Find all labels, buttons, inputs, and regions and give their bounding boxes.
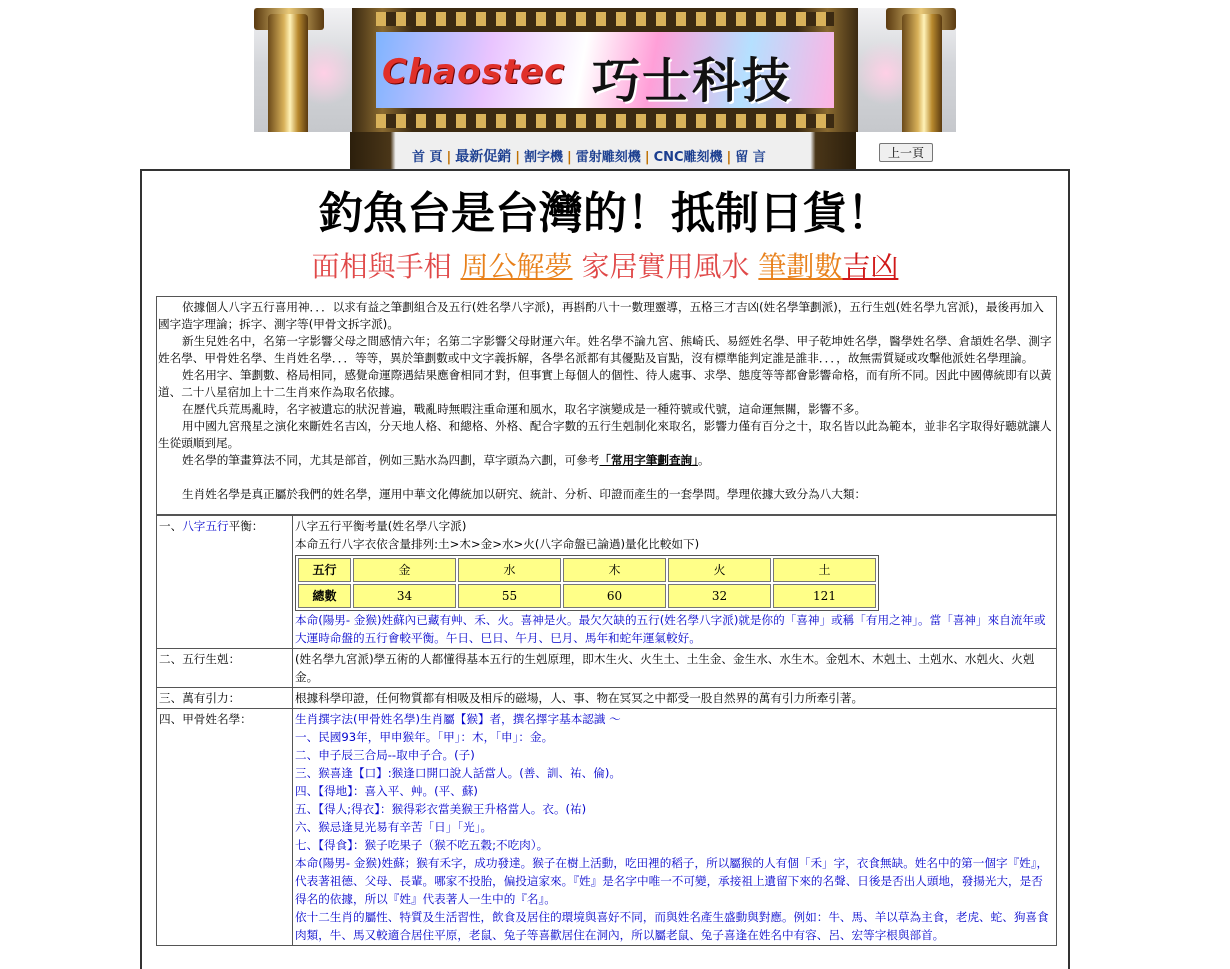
section-content bbox=[293, 709, 1057, 946]
nav-home[interactable]: 首 頁 bbox=[412, 150, 443, 165]
classification-table bbox=[156, 515, 1057, 946]
nav-laser-engraver[interactable]: 雷射雕刻機 bbox=[575, 150, 641, 165]
nav-bar bbox=[350, 132, 856, 170]
link-feng-shui[interactable]: 家居實用風水 bbox=[581, 250, 750, 283]
link-stroke-count[interactable]: 筆劃數 bbox=[758, 250, 843, 283]
section-content: 根據科學印證，任何物質都有相吸及相斥的磁場，人、事、物在冥冥之中都受一股自然界的萬有引力所牽引著。 bbox=[293, 688, 1057, 709]
link-face-palm-reading[interactable]: 面相與手相 bbox=[311, 250, 452, 283]
wuxing-header-fire: 火 bbox=[668, 558, 771, 582]
nav-vinyl-cutter[interactable]: 割字機 bbox=[524, 150, 564, 165]
bazi-wuxing-link[interactable]: 八字五行 bbox=[182, 519, 229, 533]
list-item: 生肖撰字法(甲骨姓名學)生肖屬【猴】者，撰名擇字基本認識 ～ bbox=[295, 712, 621, 726]
section-label: 一、八字五行平衡： bbox=[157, 516, 293, 649]
link-dream-interpretation[interactable]: 周公解夢 bbox=[460, 250, 573, 283]
wuxing-value-earth: 121 bbox=[773, 584, 876, 608]
intro-paragraph: 姓名學的筆畫算法不同，尤其是部首，例如三點水為四劃，草字頭為六劃，可參考「常用字筆劃查詢」。 bbox=[182, 453, 710, 467]
table-row bbox=[157, 516, 1057, 649]
right-ornament-image bbox=[858, 8, 956, 132]
intro-text-box bbox=[156, 296, 1057, 515]
wuxing-total-label: 總數 bbox=[298, 584, 351, 608]
logo-chinese-text: 巧士科技 bbox=[592, 53, 793, 109]
list-item: 五、【得人;得衣】：猴得彩衣當美猴王升格當人。衣。(祐) bbox=[295, 802, 587, 816]
logo-panel bbox=[376, 32, 834, 108]
section-label: 三、萬有引力： bbox=[157, 688, 293, 709]
intro-paragraph: 依據個人八字五行喜用神．．．以求有益之筆劃組合及五行(姓名學八字派)，再斟酌八十一數理靈導，五格三才吉凶(姓名學筆劃派)，五行生剋(姓名學九宮派)，最後再加入國字造字理論；拆字、測字等(甲骨文拆字派)。 bbox=[158, 300, 1044, 331]
nav-guestbook[interactable]: 留 言 bbox=[735, 150, 766, 165]
section-label: 二、五行生剋： bbox=[157, 649, 293, 688]
section-content bbox=[293, 516, 1057, 649]
section-note: 本命五行八字衣依含量排列:土>木>金>水>火(八字命盤已論過)量化比較如下) bbox=[295, 537, 700, 551]
list-item: 一、民國93年，甲申猴年。「甲」：木，「申」：金。 bbox=[295, 730, 554, 744]
site-header bbox=[254, 8, 956, 170]
wuxing-value-wood: 60 bbox=[563, 584, 666, 608]
wuxing-count-table bbox=[295, 555, 879, 611]
main-content-box bbox=[140, 169, 1070, 969]
wuxing-header: 五行 bbox=[298, 558, 351, 582]
wuxing-value-metal: 34 bbox=[353, 584, 456, 608]
left-ornament-image bbox=[254, 8, 352, 132]
list-item: 六、猴忌逢見光易有辛苦「日」「光」。 bbox=[295, 820, 493, 834]
back-button[interactable]: 上一頁 bbox=[879, 143, 933, 162]
wuxing-header-water: 水 bbox=[458, 558, 561, 582]
wuxing-value-water: 55 bbox=[458, 584, 561, 608]
wuxing-header-metal: 金 bbox=[353, 558, 456, 582]
wuxing-value-fire: 32 bbox=[668, 584, 771, 608]
list-item: 七、【得食】：猴子吃果子（猴不吃五穀;不吃肉）。 bbox=[295, 838, 549, 852]
list-item: 三、猴喜逢【口】:猴逢口開口說人話當人。(善、訓、祐、倫)。 bbox=[295, 766, 621, 780]
table-row bbox=[157, 688, 1057, 709]
table-row bbox=[157, 649, 1057, 688]
nav-cnc-engraver[interactable]: CNC雕刻機 bbox=[653, 150, 723, 165]
list-item: 本命(陽男- 金猴)姓蘇；猴有禾字，成功發達。猴子在樹上活動，吃田裡的稻子，所以屬猴的人有個「禾」字，衣食無缺。姓名中的第一個字『姓』，代表著祖德、父母、長輩。哪家不投胎，偏投這家來。『姓』是名字中唯一不可變，承接祖上遺留下來的名聲、日後是否出人頭地，發揚光大，是否得名的依據，所以『姓』代表著人一生中的『名』。 bbox=[295, 856, 1049, 906]
wuxing-header-earth: 土 bbox=[773, 558, 876, 582]
section-title: 八字五行平衡考量(姓名學八字派) bbox=[295, 519, 467, 533]
stroke-lookup-link[interactable]: 「常用字筆劃查詢」 bbox=[599, 453, 698, 467]
intro-paragraph: 新生兒姓名中，名第一字影響父母之間感情六年；名第二字影響父母財運六年。姓名學不論九宮、熊崎氏、易經姓名學、甲子乾坤姓名學，醫學姓名學、倉頡姓名學、測字姓名學、甲骨姓名學、生肖姓名學．．．等等，異於筆劃數或中文字義拆解，各學名派都有其優點及盲點，沒有標準能判定誰是誰非．．．，故無需質疑或攻擊他派姓名學理論。 bbox=[158, 334, 1052, 365]
headline: 釣魚台是台灣的！抵制日貨！ bbox=[319, 188, 891, 239]
intro-paragraph: 姓名用字、筆劃數、格局相同，感覺命運際遇結果應會相同才對，但事實上每個人的個性、待人處事、求學、態度等等都會影響命格，而有所不同。因此中國傳統即有以黃道、二十八星宿加上十二生肖來作為取名依據。 bbox=[158, 368, 1052, 399]
list-item: 四、【得地】：喜入平、艸。(平、蘇) bbox=[295, 784, 478, 798]
section-content: (姓名學九宮派)學五術的人都懂得基本五行的生剋原理，即木生火、火生土、土生金、金生水、水生木。金剋木、木剋土、土剋水、水剋火、火剋金。 bbox=[293, 649, 1057, 688]
intro-paragraph: 生肖姓名學是真正屬於我們的姓名學，運用中華文化傳統加以研究、統計、分析、印證而產生的一套學問。學理依據大致分為八大類： bbox=[182, 487, 867, 501]
list-item: 依十二生肖的屬性、特質及生活習性，飲食及居住的環境與喜好不同，而與姓名產生盛動與對應。例如：牛、馬、羊以草為主食，老虎、蛇、狗喜食肉類，牛、馬又較適合居住平原，老鼠、兔子等喜歡居住在洞內，所以屬老鼠、兔子喜逢在姓名中有容、呂、宏等字根與部首。 bbox=[295, 910, 1049, 942]
section-summary: 本命(陽男- 金猴)姓蘇內已藏有艸、禾、火。喜神是火。最欠欠缺的五行(姓名學八字派)就是你的「喜神」或稱「有用之神」。當「喜神」來自流年或大運時命盤的五行會較平衡。午日、巳日、午月、巳月、馬年和蛇年運氣較好。 bbox=[295, 613, 1046, 645]
logo-english-text: Chaostec bbox=[382, 52, 566, 92]
topic-links bbox=[142, 245, 1068, 285]
nav-promotions[interactable]: 最新促銷 bbox=[455, 149, 512, 165]
wuxing-header-wood: 木 bbox=[563, 558, 666, 582]
intro-paragraph: 在歷代兵荒馬亂時，名字被遺忘的狀況普遍，戰亂時無暇注重命運和風水，取名字演變成是一種符號或代號，這命運無關，影響不多。 bbox=[182, 402, 867, 416]
table-row bbox=[157, 709, 1057, 946]
logo-banner[interactable] bbox=[352, 8, 858, 132]
nav-links: 首 頁 | 最新促銷 | 割字機 | 雷射雕刻機 | CNC雕刻機 | 留 言 bbox=[412, 149, 766, 165]
section-label: 四、甲骨姓名學： bbox=[157, 709, 293, 946]
link-fortune[interactable]: 吉凶 bbox=[842, 250, 899, 283]
intro-paragraph: 用中國九宮飛星之演化來斷姓名吉凶，分天地人格、和總格、外格、配合字數的五行生剋制化來取名，影響力僅有百分之十，取名皆以此為範本，並非名字取得好聽就讓人生從頭順到尾。 bbox=[158, 419, 1052, 450]
list-item: 二、申子辰三合局--取申子合。(子) bbox=[295, 748, 475, 762]
